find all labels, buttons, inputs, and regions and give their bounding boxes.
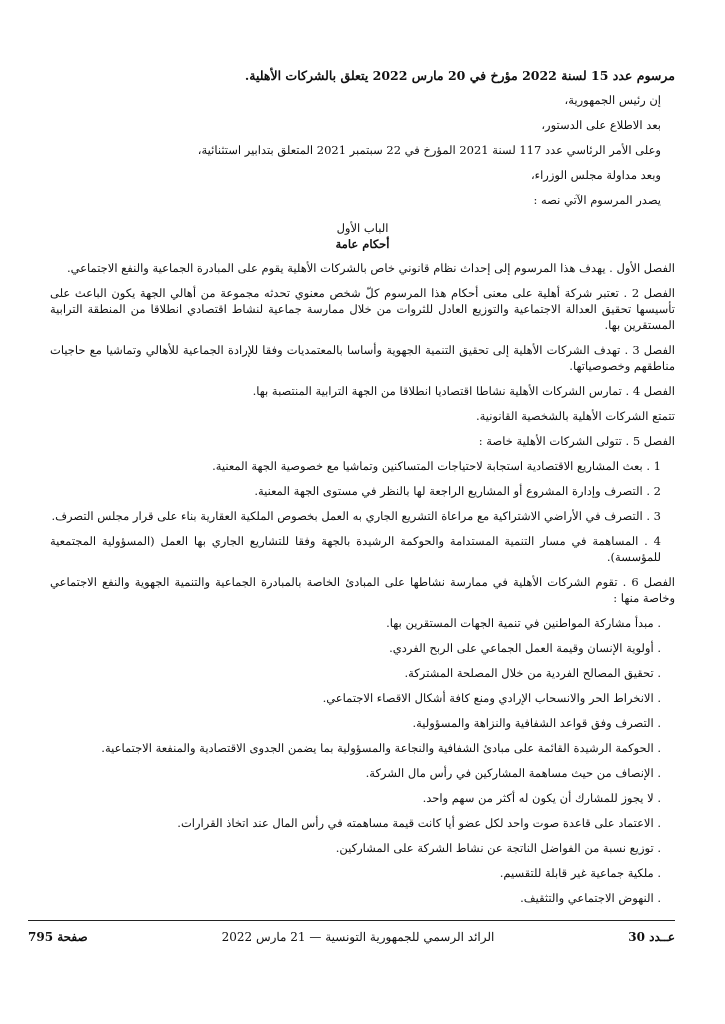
preamble-line: إن رئيس الجمهورية،: [564, 93, 661, 107]
article-1: الفصل الأول . يهدف هذا المرسوم إلى إحداث نظام قانوني خاص بالشركات الأهلية يقوم على المبادرة الجماعية والنفع الاجتماعي.: [66, 261, 675, 275]
article-5-item: 4 . المساهمة في مسار التنمية المستدامة والحوكمة الرشيدة بالجهة وفقا للتشاريع الجاري بها العمل (المسؤولية المجتمعية للمؤسسة).: [50, 534, 661, 564]
chapter-heading: أحكام عامة: [335, 237, 390, 251]
footer-journal-text: الرائد الرسمي للجمهورية التونسية — 21 مارس 2022: [221, 930, 495, 944]
preamble-line: يصدر المرسوم الآتي نصه :: [533, 193, 661, 207]
page-footer: [28, 930, 675, 944]
footer-journal: [222, 930, 495, 944]
principle-item: . التصرف وفق قواعد الشفافية والنزاهة والمسؤولية.: [412, 716, 661, 730]
article-5-item: 2 . التصرف وإدارة المشروع أو المشاريع الراجعة لها بالنظر في مستوى الجهة المعنية.: [254, 484, 661, 498]
article-5-item: 1 . بعث المشاريع الاقتصادية استجابة لاحتياجات المتساكنين وتماشيا مع خصوصية الجهة المعنية.: [212, 459, 661, 473]
article-2: الفصل 2 . تعتبر شركة أهلية على معنى أحكام هذا المرسوم كلّ شخص معنوي تحدثه مجموعة من أهالي الجهة يكون الباعث على تأسيسها تحقيق العدالة الاجتماعية والتوزيع العادل للثروات من خلال ممارسة جماعية لنشاط اقتصادي انطلاقا من المنطقة الترابية المستقرين بها.: [50, 286, 675, 332]
preamble-line: وبعد مداولة مجلس الوزراء،: [530, 168, 661, 182]
footer-divider: [28, 920, 675, 921]
article-3: الفصل 3 . تهدف الشركات الأهلية إلى تحقيق التنمية الجهوية وأساسا بالمعتمديات وفقا للإرادة الجماعية للأهالي وتماشيا مع حاجيات مناطقهم وخصوصياتها.: [50, 343, 676, 373]
article-6: الفصل 6 . تقوم الشركات الأهلية في ممارسة نشاطها على المبادئ الخاصة بالمبادرة الجماعية والتنمية الجهوية والنفع الاجتماعي وخاصة منها :: [50, 575, 675, 605]
principle-item: . ملكية جماعية غير قابلة للتقسيم.: [499, 866, 661, 880]
principle-item: . أولوية الإنسان وقيمة العمل الجماعي على الربح الفردي.: [389, 641, 661, 655]
decree-title: مرسوم عدد 15 لسنة 2022 مؤرخ في 20 مارس 2022 يتعلق بالشركات الأهلية.: [244, 68, 675, 83]
principle-item: . الإنصاف من حيث مساهمة المشاركين في رأس مال الشركة.: [365, 766, 661, 780]
preamble-line: بعد الاطلاع على الدستور،: [541, 118, 661, 132]
principle-item: . الاعتماد على قاعدة صوت واحد لكل عضو أيا كانت قيمة مساهمته في رأس المال عند اتخاذ القرارات.: [177, 816, 661, 830]
chapter-label: الباب الأول: [336, 221, 389, 235]
article-5-item: 3 . التصرف في الأراضي الاشتراكية مع مراعاة التشريع الجاري به العمل بخصوص الملكية العقارية بناء على قرار مجلس التصرف.: [51, 509, 661, 523]
principle-item: . توزيع نسبة من الفواضل الناتجة عن نشاط الشركة على المشاركين.: [335, 841, 661, 855]
article-4-legal-personality: تتمتع الشركات الأهلية بالشخصية القانونية.: [475, 409, 675, 423]
principle-item: . الانخراط الحر والانسحاب الإرادي ومنع كافة أشكال الاقصاء الاجتماعي.: [322, 691, 661, 705]
preamble-line: وعلى الأمر الرئاسي عدد 117 لسنة 2021 المؤرخ في 22 سبتمبر 2021 المتعلق بتدابير استثنائية،: [197, 143, 661, 157]
article-5: الفصل 5 . تتولى الشركات الأهلية خاصة :: [478, 434, 675, 448]
principle-item: . لا يجوز للمشارك أن يكون له أكثر من سهم واحد.: [422, 791, 661, 805]
principle-item: . مبدأ مشاركة المواطنين في تنمية الجهات المستقرين بها.: [386, 616, 661, 630]
principle-item: . النهوض الاجتماعي والتثقيف.: [520, 891, 661, 905]
principle-item: . تحقيق المصالح الفردية من خلال المصلحة المشتركة.: [404, 666, 661, 680]
footer-page-number: صفحة 795: [28, 930, 88, 944]
principle-item: . الحوكمة الرشيدة القائمة على مبادئ الشفافية والنجاعة والمسؤولية بما يضمن الجدوى الاقتصادية والمنفعة الاجتماعية.: [101, 741, 661, 755]
footer-issue-number: عــدد 30: [628, 930, 675, 944]
article-4: الفصل 4 . تمارس الشركات الأهلية نشاطا اقتصاديا انطلاقا من الجهة الترابية المنتصبة بها.: [252, 384, 675, 398]
document-body: [50, 68, 675, 915]
